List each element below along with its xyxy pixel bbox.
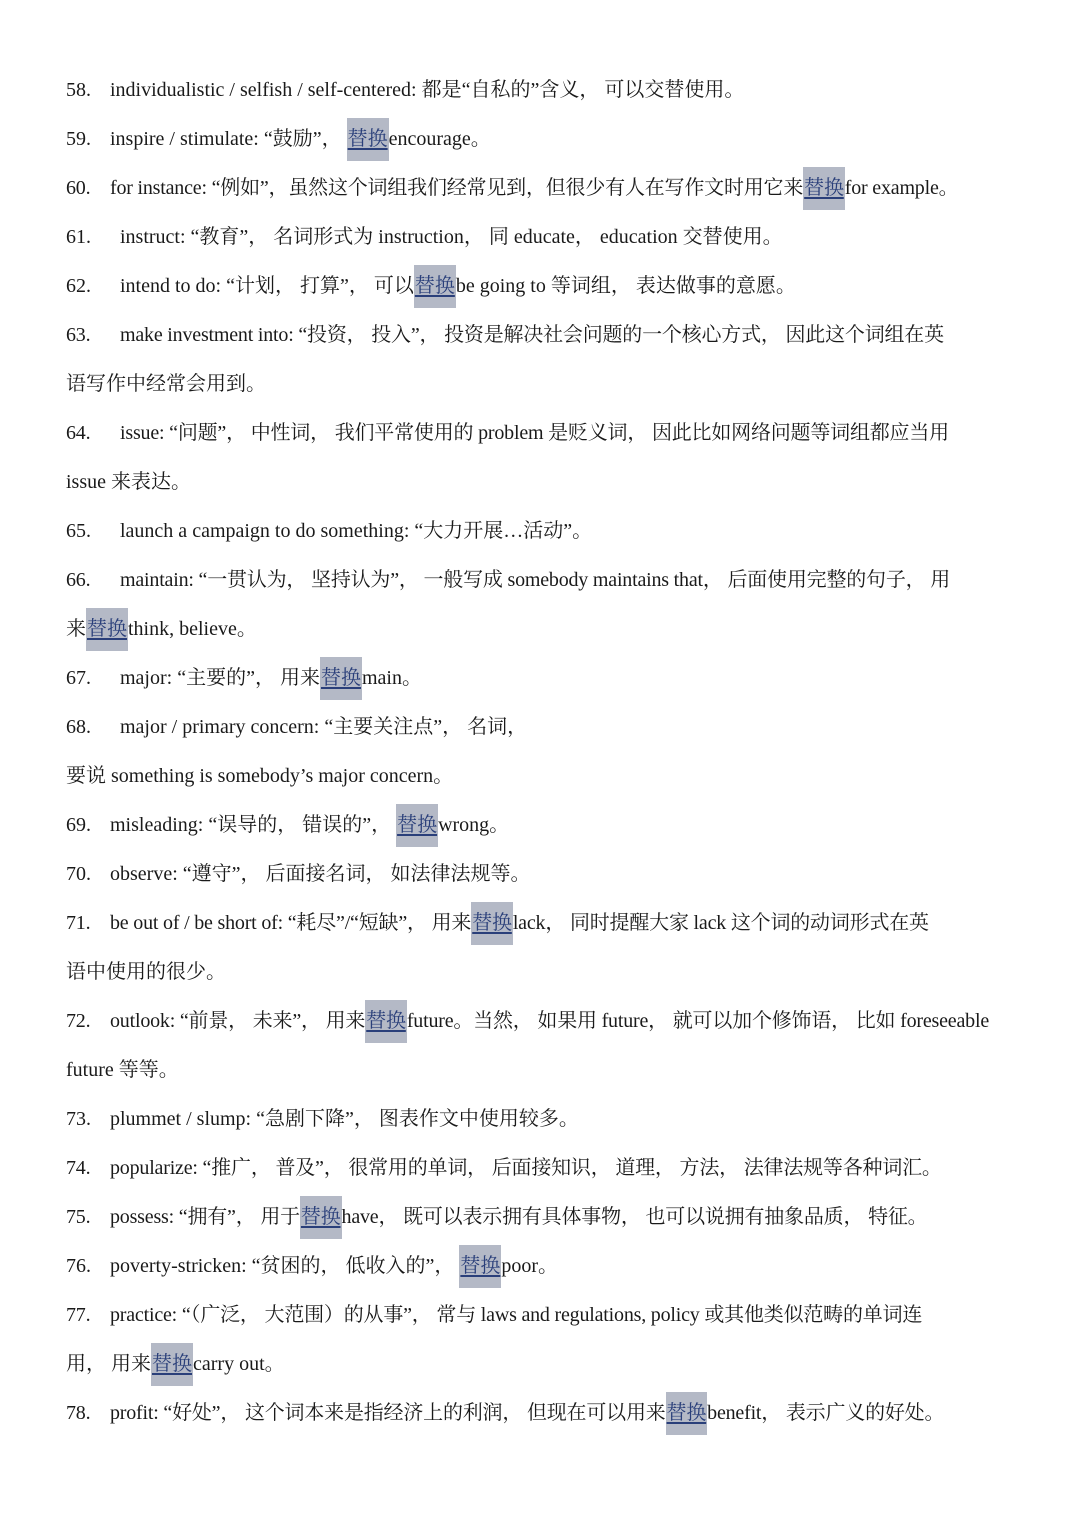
entry-71 [66,899,1016,948]
entry-text: instruct: “教育”， 名词形式为 instruction， 同 educate， education 交替使用。 [120,226,783,248]
entry-text-cont: 语中使用的很少。 [66,961,226,983]
replace-link[interactable]: 替换 [803,167,845,210]
replace-link[interactable]: 替换 [471,902,513,945]
entry-text: possess: “拥有”， 用于 [110,1206,300,1228]
entry-71-cont [66,948,1016,997]
entry-number: 65. [66,520,91,542]
entry-72-cont [66,1046,1016,1095]
entry-number: 66. [66,569,91,591]
entry-text: outlook: “前景， 未来”， 用来 [110,1010,366,1032]
entry-text: major / primary concern: “主要关注点”， 名词， [120,716,528,738]
entry-number: 73. [66,1108,91,1130]
entry-number: 71. [66,912,91,934]
entry-68 [66,703,1016,752]
entry-73 [66,1095,1016,1144]
replace-link[interactable]: 替换 [151,1343,193,1386]
entry-text-cont: main。 [361,667,422,689]
entry-text-cont: future。当然， 如果用 future， 就可以加个修饰语， 比如 foreseeable [406,1010,989,1032]
entry-number: 78. [66,1402,91,1424]
entry-62 [66,262,1016,311]
replace-link[interactable]: 替换 [459,1245,501,1288]
entry-text: make investment into: “投资， 投入”， 投资是解决社会问题的一个核心方式， 因此这个词组在英 [120,324,944,346]
entry-number: 59. [66,128,91,150]
entry-66 [66,556,1016,605]
entry-number: 76. [66,1255,91,1277]
entry-text: launch a campaign to do something: “大力开展…活动”。 [120,520,593,542]
entry-70 [66,850,1016,899]
entry-text-cont: issue 来表达。 [66,471,191,493]
entry-58 [66,66,1016,115]
entry-61 [66,213,1016,262]
replace-link[interactable]: 替换 [320,657,362,700]
entry-number: 61. [66,226,91,248]
entry-64-cont [66,458,1016,507]
replace-link[interactable]: 替换 [414,265,456,308]
entry-number: 70. [66,863,91,885]
entry-72 [66,997,1016,1046]
entry-text-cont: benefit， 表示广义的好处。 [707,1402,945,1424]
entry-text-cont: lack， 同时提醒大家 lack 这个词的动词形式在英 [512,912,929,934]
entry-77-cont [66,1340,1016,1389]
entry-69 [66,801,1016,850]
document-page [66,66,1016,1438]
replace-link[interactable]: 替换 [396,804,438,847]
entry-text-cont: carry out。 [193,1353,285,1375]
entry-text-cont: have， 既可以表示拥有具体事物， 也可以说拥有抽象品质， 特征。 [341,1206,928,1228]
entry-text-cont: think, believe。 [128,618,257,640]
entry-65 [66,507,1016,556]
entry-text-cont: 要说 something is somebody’s major concern。 [66,765,454,787]
replace-link[interactable]: 替换 [347,118,389,161]
entry-text-cont: 语写作中经常会用到。 [66,373,266,395]
entry-number: 68. [66,716,91,738]
entry-text: inspire / stimulate: “鼓励”， [110,128,347,150]
replace-link[interactable]: 替换 [300,1196,342,1239]
entry-text: be out of / be short of: “耗尽”/“短缺”， 用来 [110,912,472,934]
entry-text: intend to do: “计划， 打算”， 可以 [120,275,414,297]
entry-text-cont: future 等等。 [66,1059,179,1081]
entry-text-cont: for example。 [844,177,959,199]
entry-number: 67. [66,667,91,689]
entry-text-cont: wrong。 [438,814,510,836]
entry-77 [66,1291,1016,1340]
entry-text: major: “主要的”， 用来 [120,667,320,689]
entry-text: misleading: “误导的， 错误的”， [110,814,397,836]
entry-text: individualistic / selfish / self-centered: 都是“自私的”含义， 可以交替使用。 [110,79,745,101]
entry-text-cont: poor。 [501,1255,559,1277]
entry-text: popularize: “推广， 普及”， 很常用的单词， 后面接知识， 道理， 方法， 法律法规等各种词汇。 [110,1157,942,1179]
entry-text: poverty-stricken: “贫困的， 低收入的”， [110,1255,460,1277]
entry-64 [66,409,1016,458]
entry-number: 77. [66,1304,91,1326]
replace-link[interactable]: 替换 [86,608,128,651]
entry-63-cont [66,360,1016,409]
entry-number: 64. [66,422,91,444]
entry-60 [66,164,1016,213]
entry-number: 62. [66,275,91,297]
entry-76 [66,1242,1016,1291]
entry-number: 72. [66,1010,91,1032]
replace-link[interactable]: 替换 [666,1392,708,1435]
entry-number: 60. [66,177,91,199]
entry-text-cont: be going to 等词组， 表达做事的意愿。 [455,275,796,297]
entry-number: 58. [66,79,91,101]
entry-78 [66,1389,1016,1438]
entry-text: for instance: “例如”，虽然这个词组我们经常见到，但很少有人在写作文时用它来 [110,177,804,199]
entry-text: profit: “好处”， 这个词本来是指经济上的利润， 但现在可以用来 [110,1402,666,1424]
entry-74 [66,1144,1016,1193]
entry-63 [66,311,1016,360]
entry-text: plummet / slump: “急剧下降”， 图表作文中使用较多。 [110,1108,579,1130]
entry-59 [66,115,1016,164]
entry-number: 63. [66,324,91,346]
entry-67 [66,654,1016,703]
entry-66-cont [66,605,1016,654]
entry-text: practice: “（广泛， 大范围）的从事”， 常与 laws and regulations, policy 或其他类似范畴的单词连 [110,1304,923,1326]
entry-number: 69. [66,814,91,836]
entry-number: 74. [66,1157,91,1179]
entry-text: maintain: “一贯认为， 坚持认为”， 一般写成 somebody maintains that， 后面使用完整的句子， 用 [120,569,951,591]
entry-text-cont: encourage。 [388,128,491,150]
entry-number: 75. [66,1206,91,1228]
replace-link[interactable]: 替换 [365,1000,407,1043]
entry-text-cont: 来 [66,618,86,640]
entry-68-cont [66,752,1016,801]
entry-text: observe: “遵守”， 后面接名词， 如法律法规等。 [110,863,531,885]
entry-75 [66,1193,1016,1242]
entry-text: issue: “问题”， 中性词， 我们平常使用的 problem 是贬义词， 因此比如网络问题等词组都应当用 [120,422,949,444]
entry-text-cont: 用， 用来 [66,1353,151,1375]
